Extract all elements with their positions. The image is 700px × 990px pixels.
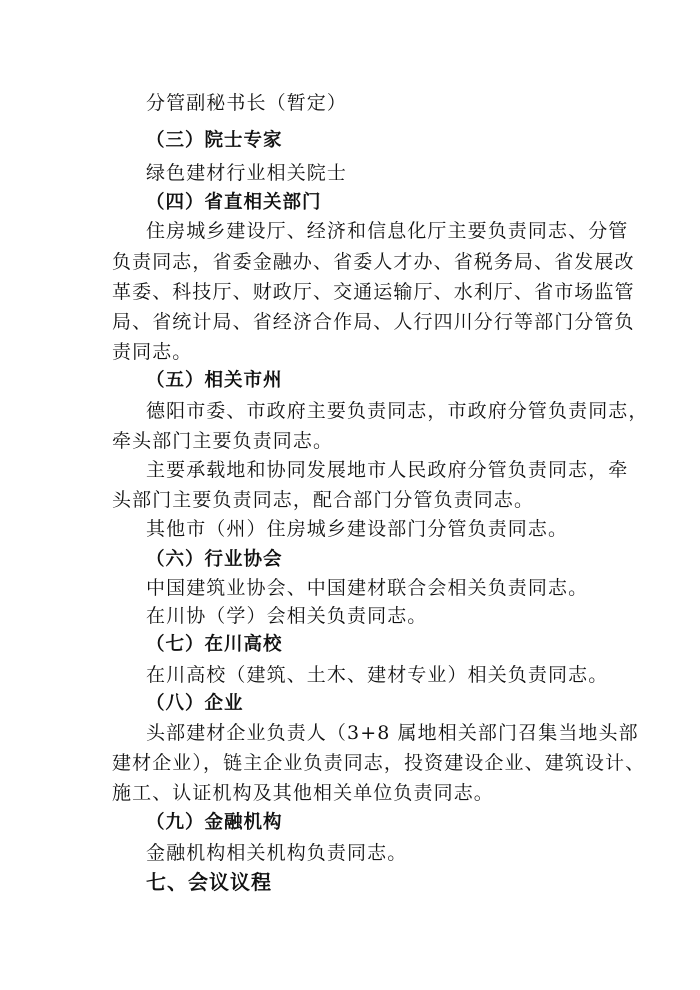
body-line: 主要承载地和协同发展地市人民政府分管负责同志，牵 bbox=[146, 459, 629, 481]
subsection-heading-5: （五）相关市州 bbox=[146, 370, 283, 391]
body-line: 革委、科技厅、财政厅、交通运输厅、水利厅、省市场监管 bbox=[112, 281, 635, 303]
body-line: 金融机构相关机构负责同志。 bbox=[146, 842, 408, 864]
subsection-heading-4: （四）省直相关部门 bbox=[146, 192, 322, 213]
section-heading-7: 七、会议议程 bbox=[146, 870, 272, 894]
body-line: 负责同志，省委金融办、省委人才办、省税务局、省发展改 bbox=[112, 251, 635, 273]
body-line: 在川协（学）会相关负责同志。 bbox=[146, 605, 428, 627]
subsection-heading-9: （九）金融机构 bbox=[146, 812, 283, 833]
subsection-heading-8: （八）企业 bbox=[146, 693, 244, 714]
body-line: 中国建筑业协会、中国建材联合会相关负责同志。 bbox=[146, 577, 589, 599]
body-line: 牵头部门主要负责同志。 bbox=[112, 430, 334, 452]
body-line: 在川高校（建筑、土木、建材专业）相关负责同志。 bbox=[146, 664, 609, 686]
body-line: 局、省统计局、省经济合作局、人行四川分行等部门分管负 bbox=[112, 311, 635, 333]
subsection-heading-6: （六）行业协会 bbox=[146, 549, 283, 570]
body-line: 建材企业），链主企业负责同志，投资建设企业、建筑设计、 bbox=[112, 752, 646, 774]
body-line: 分管副秘书长（暂定） bbox=[146, 92, 348, 114]
subsection-heading-7: （七）在川高校 bbox=[146, 634, 283, 655]
body-line: 其他市（州）住房城乡建设部门分管负责同志。 bbox=[146, 518, 569, 540]
body-line: 绿色建材行业相关院士 bbox=[146, 162, 348, 184]
body-line: 头部建材企业负责人（3+8 属地相关部门召集当地头部 bbox=[146, 722, 639, 744]
subsection-heading-3: （三）院士专家 bbox=[146, 130, 283, 151]
body-line: 头部门主要负责同志，配合部门分管负责同志。 bbox=[112, 489, 535, 511]
body-line: 施工、认证机构及其他相关单位负责同志。 bbox=[112, 782, 494, 804]
body-line: 德阳市委、市政府主要负责同志，市政府分管负责同志， bbox=[146, 400, 649, 422]
body-line: 住房城乡建设厅、经济和信息化厅主要负责同志、分管 bbox=[146, 220, 629, 242]
body-line: 责同志。 bbox=[112, 341, 193, 363]
